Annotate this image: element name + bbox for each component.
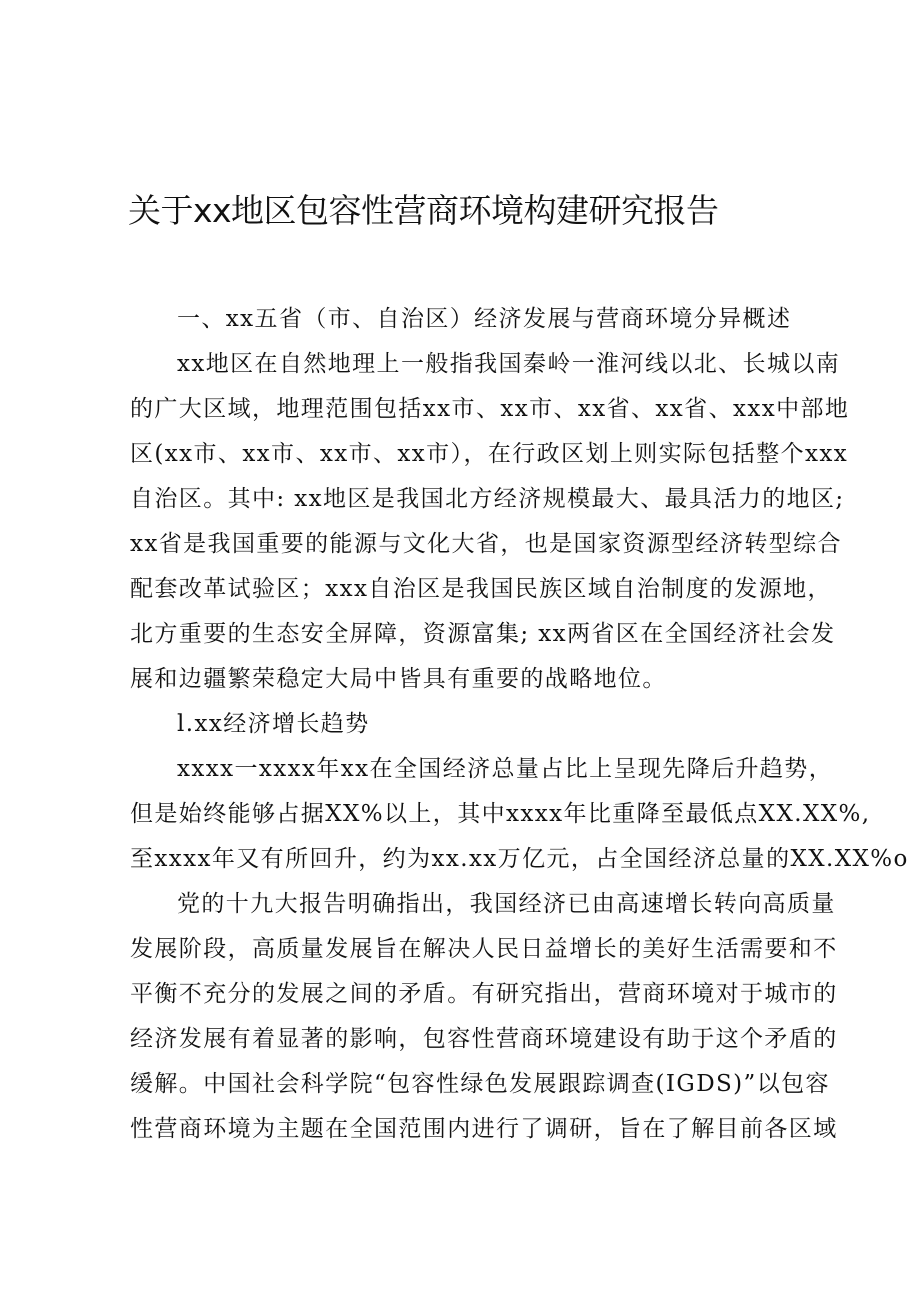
paragraph-line: 区(xx市、xx市、xx市、xx市），在行政区划上则实际包括整个xxx xyxy=(130,441,849,467)
paragraph-line: xx省是我国重要的能源与文化大省，也是国家资源型经济转型综合 xyxy=(130,531,842,557)
paragraph-line: 配套改革试验区；xxx自治区是我国民族区域自治制度的发源地， xyxy=(130,576,832,602)
paragraph-line: 的广大区域，地理范围包括xx市、xx市、xx省、xx省、xxx中部地 xyxy=(130,396,850,422)
paragraph-line: 自治区。其中: xx地区是我国北方经济规模最大、最具活力的地区; xyxy=(130,486,845,512)
paragraph-line: 展和边疆繁荣稳定大局中皆具有重要的战略地位。 xyxy=(130,666,667,692)
paragraph-line: 平衡不充分的发展之间的矛盾。有研究指出，营商环境对于城市的 xyxy=(130,981,838,1007)
paragraph-line: 缓解。中国社会科学院“包容性绿色发展跟踪调查(IGDS)”以包容 xyxy=(130,1071,830,1097)
paragraph-line: 性营商环境为主题在全国范围内进行了调研，旨在了解目前各区域 xyxy=(130,1116,838,1142)
paragraph-line: 党的十九大报告明确指出，我国经济已由高速增长转向高质量 xyxy=(177,891,836,917)
paragraph-line: 北方重要的生态安全屏障，资源富集; xx两省区在全国经济社会发 xyxy=(130,621,836,647)
paragraph-line: 至xxxx年又有所回升，约为xx.xx万亿元，占全国经济总量的XX.XX%o xyxy=(130,846,909,872)
document-title: 关于xx地区包容性营商环境构建研究报告 xyxy=(128,191,719,230)
paragraph-line: xxxx一xxxx年xx在全国经济总量占比上呈现先降后升趋势， xyxy=(177,756,834,782)
paragraph-line: xx地区在自然地理上一般指我国秦岭一淮河线以北、长城以南 xyxy=(177,351,841,377)
section-heading: 一、xx五省（市、自治区）经济发展与营商环境分异概述 xyxy=(177,306,792,332)
paragraph-line: 经济发展有着显著的影响，包容性营商环境建设有助于这个矛盾的 xyxy=(130,1026,838,1052)
paragraph-line: 但是始终能够占据XX%以上，其中xxxx年比重降至最低点XX.XX%, xyxy=(130,801,871,827)
paragraph-line: 发展阶段，高质量发展旨在解决人民日益增长的美好生活需要和不 xyxy=(130,936,838,962)
subsection-heading: l.xx经济增长趋势 xyxy=(177,711,370,737)
